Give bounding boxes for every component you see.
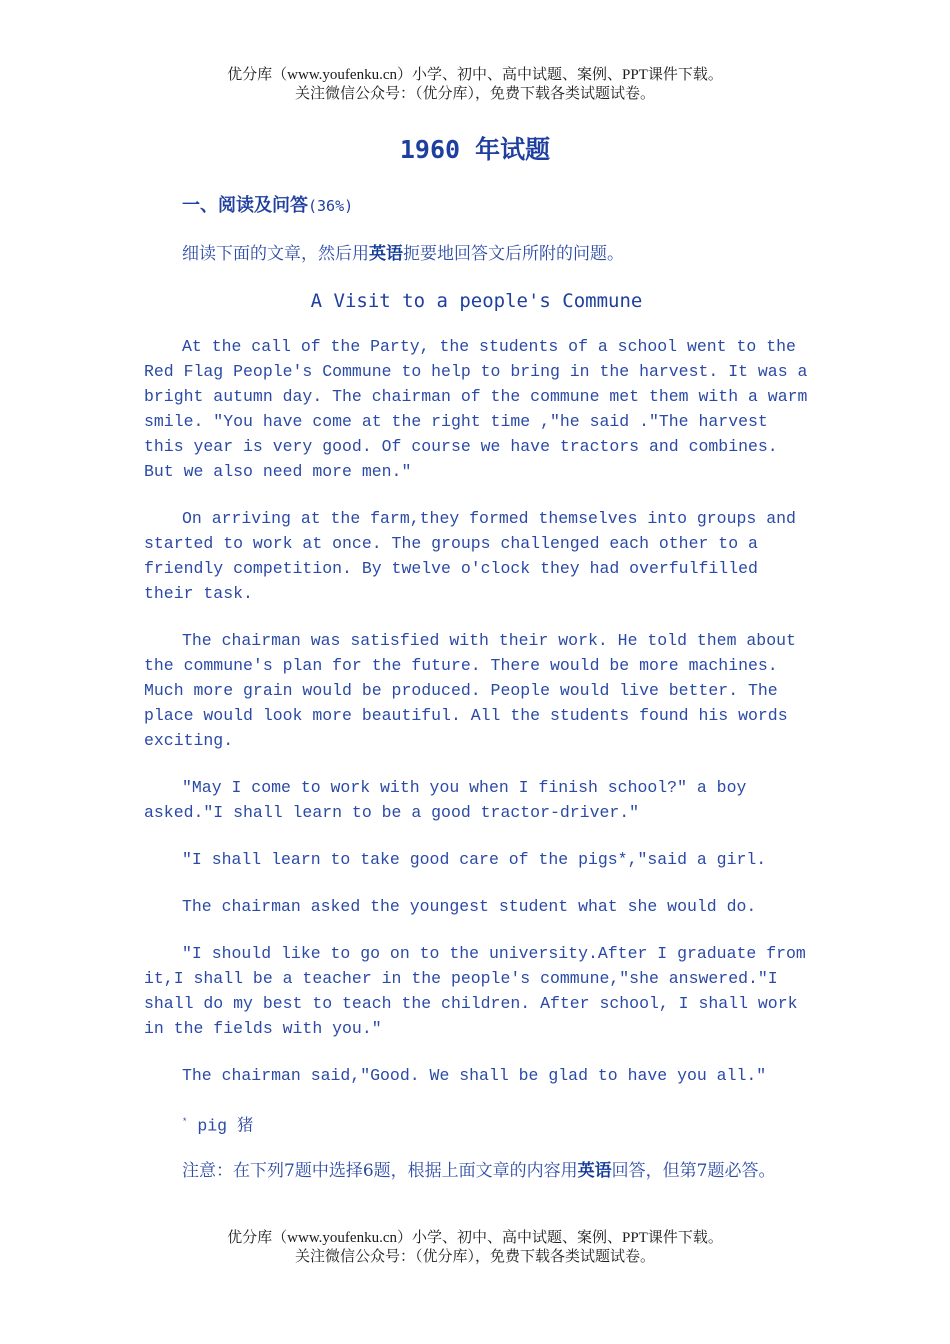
answer-note (144, 1159, 809, 1184)
instruction-after: 扼要地回答文后所附的问题。 (403, 244, 624, 264)
article-paragraph: On arriving at the farm,they formed themselves into groups and started to work at once. The groups challenged each other to a friendly competition. By twelve o'clock they had overfulfilled their task. (144, 509, 796, 603)
note-highlight: 英语 (577, 1160, 612, 1181)
section-heading (182, 194, 809, 218)
article-paragraph: "I shall learn to take good care of the pigs*,"said a girl. (182, 850, 767, 869)
section-heading-text: 一、阅读及问答 (182, 195, 308, 216)
footer-line-1: 优分库（www.youfenku.cn）小学、初中、高中试题、案例、PPT课件下载。 (227, 1230, 723, 1246)
instruction (182, 242, 809, 266)
header-line-2: 关注微信公众号：（优分库），免费下载各类试题试卷。 (294, 86, 655, 102)
article-paragraph: The chairman asked the youngest student what she would do. (182, 897, 757, 916)
section-percent: (36%) (308, 197, 354, 215)
article-paragraph: "May I come to work with you when I finish school?" a boy asked."I shall learn to be a good tractor-driver." (144, 778, 747, 822)
document-body (144, 194, 809, 1184)
article-paragraph: The chairman was satisfied with their work. He told them about the commune's plan for the future. There would be more machines. Much more grain would be produced. People would live better. The place would look more beautiful. All the students found his words exciting. (144, 631, 796, 750)
footnote-mark: * (182, 1117, 188, 1127)
instruction-before: 细读下面的文章，然后用 (182, 244, 369, 264)
footnote-text: pig 猪 (197, 1116, 254, 1136)
page-header (0, 66, 950, 104)
page-title (0, 130, 950, 166)
article-paragraph: "I should like to go on to the university.After I graduate from it,I shall be a teacher in the people's commune,"she answered."I shall do my best to teach the children. After school, I shall work in the fields with you." (144, 944, 806, 1038)
header-line-1: 优分库（www.youfenku.cn）小学、初中、高中试题、案例、PPT课件下载。 (227, 67, 723, 83)
footnote (182, 1110, 809, 1139)
page-footer (0, 1229, 950, 1267)
title-text: 年试题 (475, 135, 551, 164)
title-year: 1960 (399, 135, 461, 164)
article-title: A Visit to a people's Commune (310, 290, 643, 312)
article-paragraph: The chairman said,"Good. We shall be glad to have you all." (182, 1066, 767, 1085)
instruction-highlight: 英语 (369, 244, 403, 264)
note-before: 注意：在下列7题中选择6题，根据上面文章的内容用 (182, 1160, 578, 1181)
article-paragraph: At the call of the Party, the students of a school went to the Red Flag People's Commune to help to bring in the harvest. It was a bright autumn day. The chairman of the commune met them with a warm smile. "You have come at the right time ,"he said ."The harvest this year is very good. Of course we have tractors and combines. But we also need more men." (144, 337, 808, 481)
note-after: 回答，但第7题必答。 (611, 1160, 776, 1181)
footer-line-2: 关注微信公众号：（优分库），免费下载各类试题试卷。 (294, 1249, 655, 1265)
